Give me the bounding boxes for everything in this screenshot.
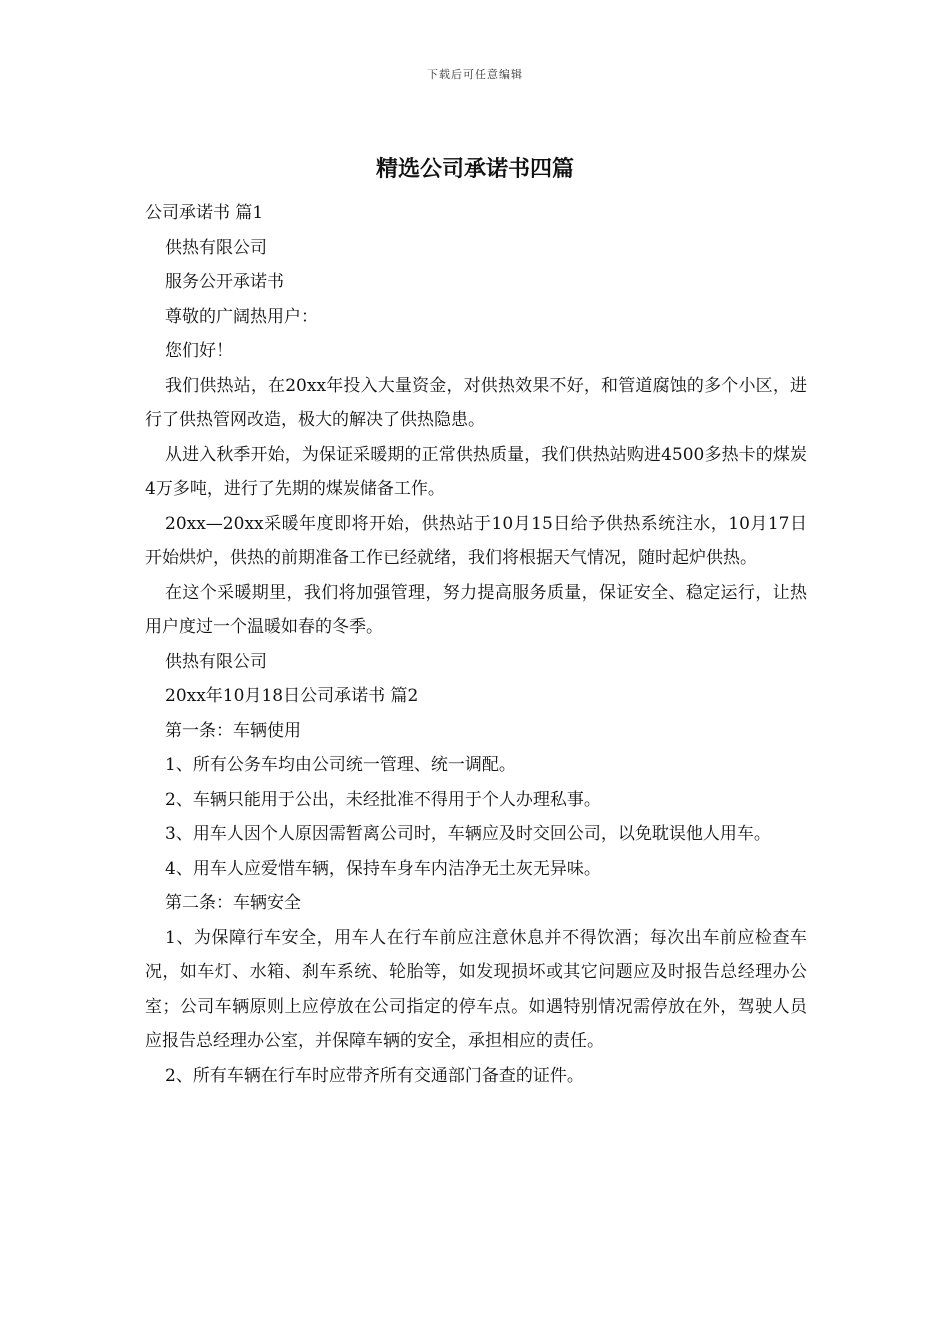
paragraph: 公司承诺书 篇1 (145, 203, 264, 223)
paragraph: 20xx年10月18日公司承诺书 篇2 (165, 686, 419, 706)
document-body (145, 196, 807, 1093)
paragraph: 20xx—20xx采暖年度即将开始，供热站于10月15日给予供热系统注水，10月17日开始烘炉，供热的前期准备工作已经就绪，我们将根据天气情况，随时起炉供热。 (145, 513, 807, 568)
paragraph: 从进入秋季开始，为保证采暖期的正常供热质量，我们供热站购进4500多热卡的煤炭4万多吨，进行了先期的煤炭储备工作。 (145, 444, 807, 499)
paragraph: 我们供热站，在20xx年投入大量资金，对供热效果不好，和管道腐蚀的多个小区，进行了供热管网改造，极大的解决了供热隐患。 (145, 375, 807, 430)
paragraph: 服务公开承诺书 (165, 272, 284, 292)
paragraph: 尊敬的广阔热用户： (165, 306, 318, 327)
paragraph: 1、所有公务车均由公司统一管理、统一调配。 (165, 755, 516, 775)
document-title: 精选公司承诺书四篇 (375, 156, 574, 182)
paragraph: 第一条：车辆使用 (165, 720, 301, 741)
paragraph: 您们好！ (165, 341, 233, 361)
paragraph: 1、为保障行车安全，用车人在行车前应注意休息并不得饮酒；每次出车前应检查车况，如车灯、水箱、刹车系统、轮胎等，如发现损坏或其它问题应及时报告总经理办公室；公司车辆原则上应停放在公司指定的停车点。如遇特别情况需停放在外，驾驶人员应报告总经理办公室，并保障车辆的安全，承担相应的责任。 (145, 927, 807, 1051)
header-note: 下载后可任意编辑 (427, 68, 523, 81)
paragraph: 2、车辆只能用于公出，未经批准不得用于个人办理私事。 (165, 789, 601, 810)
paragraph: 供热有限公司 (165, 237, 267, 258)
paragraph: 3、用车人因个人原因需暂离公司时，车辆应及时交回公司，以免耽误他人用车。 (165, 824, 771, 844)
paragraph: 第二条：车辆安全 (165, 893, 301, 913)
paragraph: 在这个采暖期里，我们将加强管理，努力提高服务质量，保证安全、稳定运行，让热用户度过一个温暖如春的冬季。 (145, 582, 807, 637)
paragraph: 供热有限公司 (165, 651, 267, 672)
paragraph: 2、所有车辆在行车时应带齐所有交通部门备查的证件。 (165, 1065, 584, 1086)
paragraph: 4、用车人应爱惜车辆，保持车身车内洁净无土灰无异味。 (165, 858, 601, 879)
